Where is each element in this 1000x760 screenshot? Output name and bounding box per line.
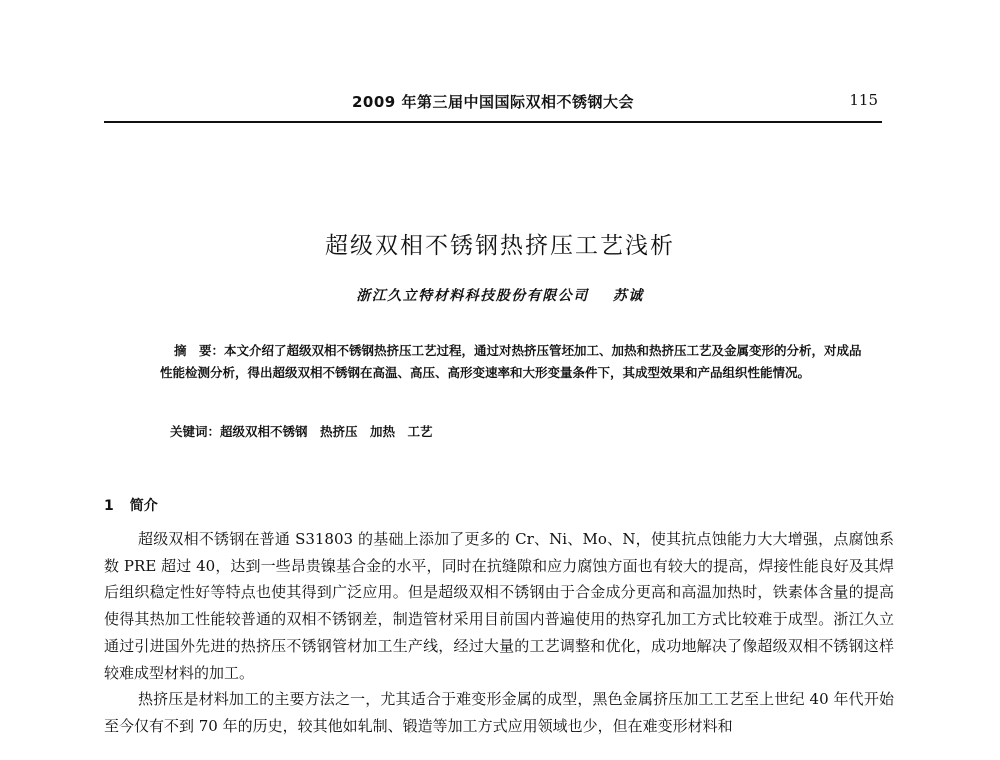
paper-title: 超级双相不锈钢热挤压工艺浅析	[325, 233, 675, 259]
keywords	[170, 422, 433, 440]
header-rule	[104, 121, 882, 123]
body-paragraph: 热挤压是材料加工的主要方法之一，尤其适合于难变形金属的成型，黑色金属挤压加工工艺至上世纪 40 年代开始至今仅有不到 70 年的历史，较其他如轧制、锻造等加工方式应用领域也少，但在难变形材料和	[104, 690, 894, 735]
running-header	[104, 88, 882, 116]
running-title: 2009 年第三届中国国际双相不锈钢大会	[352, 93, 634, 111]
abstract-text: 本文介绍了超级双相不锈钢热挤压工艺过程，通过对热挤压管坯加工、加热和热挤压工艺及金属变形的分析，对成品性能检测分析，得出超级双相不锈钢在高温、高压、高形变速率和大形变量条件下，其成型效果和产品组织性能情况。	[160, 343, 862, 380]
section-title: 简介	[129, 498, 158, 514]
abstract	[160, 340, 866, 384]
affiliation: 浙江久立特材料科技股份有限公司	[356, 288, 589, 304]
body-paragraph: 超级双相不锈钢在普通 S31803 的基础上添加了更多的 Cr、Ni、Mo、N，使其抗点蚀能力大大增强，点腐蚀系数 PRE 超过 40，达到一些昂贵镍基合金的水平，同时在抗缝隙和应力腐蚀方面也有较大的提高，焊接性能良好及其焊后组织稳定性好等特点也使其得到广泛应用。但是超级双相不锈钢由于合金成分更高和高温加热时，铁素体含量的提高使得其热加工性能较普通的双相不锈钢差，制造管材采用目前国内普遍使用的热穿孔加工方式比较难于成型。浙江久立通过引进国外先进的热挤压不锈钢管材加工生产线，经过大量的工艺调整和优化，成功地解决了像超级双相不锈钢这样较难成型材料的加工。	[104, 530, 894, 682]
page-number: 115	[849, 91, 878, 109]
author: 苏诚	[612, 288, 644, 304]
section-heading	[104, 495, 158, 515]
keywords-text: 超级双相不锈钢 热挤压 加热 工艺	[220, 424, 433, 439]
abstract-label: 摘 要：	[174, 343, 225, 358]
body-text	[104, 526, 894, 740]
section-number: 1	[104, 498, 114, 514]
byline	[0, 285, 1000, 305]
keywords-label: 关键词：	[170, 424, 221, 439]
